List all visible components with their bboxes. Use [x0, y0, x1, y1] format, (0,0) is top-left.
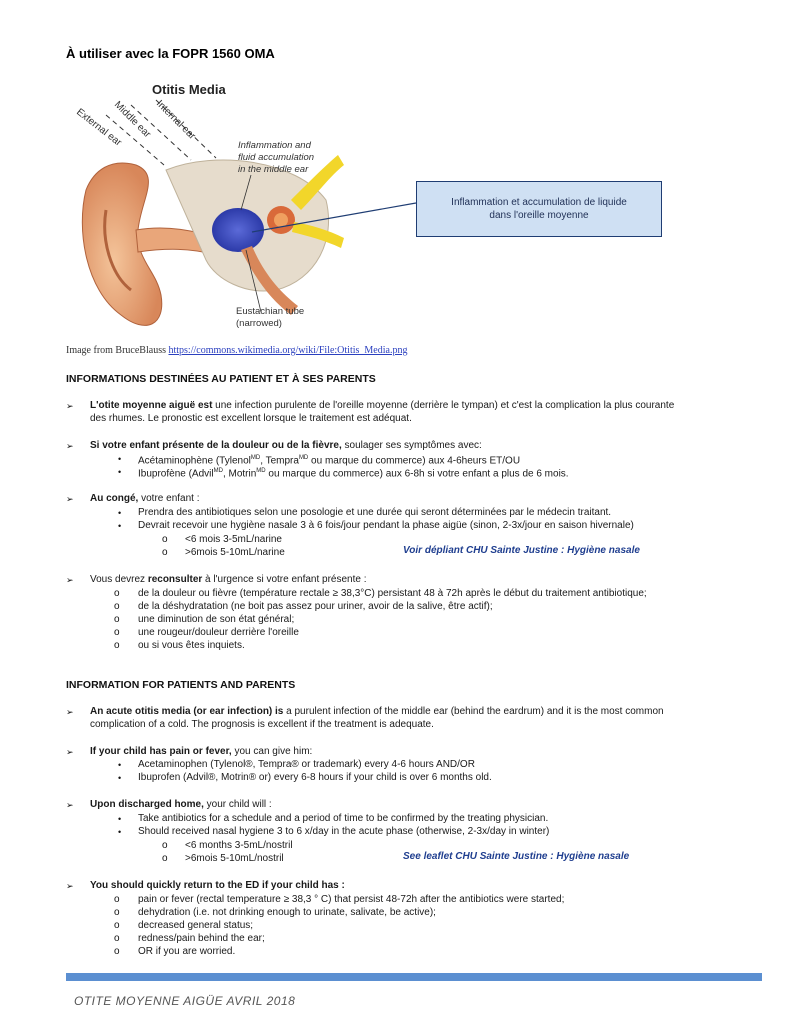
label-middle-ear: Middle ear: [111, 99, 153, 141]
en-p2-text: you can give him:: [231, 746, 313, 757]
fr-p4-text1: Vous devrez: [90, 574, 148, 585]
en-p1-text: a purulent infection of the middle ear (behind the eardrum) and it is the most common: [283, 706, 664, 717]
en-p4-item-1: pain or fever (rectal temperature ≥ 38,3 ° C) that persist 48-72h after the antibiotics were started;: [138, 894, 565, 905]
circle-bullet-icon: o: [114, 894, 120, 905]
footer-divider: [66, 973, 762, 981]
fr-item-text: , Motrin: [222, 468, 257, 480]
fr-p3-sub-1: <6 mois 3-5mL/narine: [185, 534, 282, 545]
circle-bullet-icon: o: [114, 588, 120, 599]
fr-para-3: [90, 492, 200, 505]
fr-para-2: [90, 439, 482, 452]
label-inflammation-1: Inflammation and: [238, 140, 311, 151]
en-p3-bold: Upon discharged home,: [90, 799, 204, 810]
circle-bullet-icon: o: [114, 907, 120, 918]
en-p4-bold: You should quickly return to the ED if your child has :: [90, 880, 345, 891]
en-p3-item-1: Take antibiotics for a schedule and a period of time to be confirmed by the treating physician.: [138, 813, 549, 824]
en-p4-item-4: redness/pain behind the ear;: [138, 933, 265, 944]
fr-sup: MD: [298, 455, 309, 461]
callout-line-2: dans l'oreille moyenne: [489, 210, 589, 221]
fr-p4-item-2: de la déshydratation (ne boit pas assez pour uriner, avoir de la salive, être actif);: [138, 601, 493, 612]
fr-para-4: [90, 573, 367, 586]
label-inflammation-3: in the middle ear: [238, 164, 309, 175]
en-p4-item-2: dehydration (i.e. not drinking enough to urinate, salivate, be active);: [138, 907, 436, 918]
en-p3-item-2: Should received nasal hygiene 3 to 6 x/day in the acute phase (otherwise, 2-3x/day in winter): [138, 826, 550, 837]
circle-bullet-icon: o: [114, 627, 120, 638]
fr-heading: INFORMATIONS DESTINÉES AU PATIENT ET À SES PARENTS: [66, 373, 376, 385]
page-title: À utiliser avec la FOPR 1560 OMA: [66, 46, 275, 61]
en-p2-bold: If your child has pain or fever,: [90, 746, 232, 757]
fr-p4-item-1: de la douleur ou fièvre (température rectale ≥ 38,3°C) persistant 48 à 72h après le début du traitement antibiotique;: [138, 588, 647, 599]
fr-p4-bold: reconsulter: [147, 574, 203, 585]
fr-p4-item-3: une diminution de son état général;: [138, 614, 295, 625]
callout-line-1: Inflammation et accumulation de liquide: [451, 197, 627, 208]
credit-text: Image from BruceBlauss: [66, 345, 169, 356]
label-external-ear: External ear: [74, 106, 124, 149]
en-p3-sub-2: >6mois 5-10mL/nostril: [185, 853, 284, 864]
fr-p4-item-5: ou si vous êtes inquiets.: [138, 640, 245, 651]
en-p4-item-3: decreased general status;: [138, 920, 254, 931]
en-p3-sub-1: <6 months 3-5mL/nostril: [185, 840, 293, 851]
bullet-icon: •: [118, 521, 122, 531]
fr-item-text: ou marque du commerce) aux 4-6heurs ET/OU: [308, 455, 521, 467]
fr-item-text: Acétaminophène (Tylenol: [138, 455, 251, 467]
arrow-icon: ➢: [66, 401, 74, 411]
arrow-icon: ➢: [66, 747, 74, 757]
bullet-icon: •: [118, 454, 122, 464]
fr-sup: MD: [256, 468, 266, 474]
credit-link[interactable]: https://commons.wikimedia.org/wiki/File:Otitis_Media.png: [168, 345, 408, 356]
circle-bullet-icon: o: [114, 601, 120, 612]
en-para-2: [90, 745, 312, 758]
fr-p2-text: soulager ses symptômes avec:: [341, 440, 482, 451]
circle-bullet-icon: o: [162, 534, 168, 545]
en-p3-text: your child will :: [203, 799, 272, 810]
fr-p1-text: une infection purulente de l'oreille moyenne (derrière le tympan) et c'est la complication la plus courante: [212, 400, 675, 411]
fr-p3-bold: Au congé,: [90, 493, 139, 504]
fr-leaflet-link[interactable]: Voir dépliant CHU Sainte Justine : Hygiène nasale: [403, 545, 640, 556]
label-eustachian-1: Eustachian tube: [236, 306, 305, 317]
en-p2-item-2: Ibuprofen (Advil®, Motrin® or) every 6-8 hours if your child is over 6 months old.: [138, 772, 492, 783]
bullet-icon: •: [118, 508, 122, 518]
arrow-icon: ➢: [66, 494, 74, 504]
en-heading: INFORMATION FOR PATIENTS AND PARENTS: [66, 679, 296, 691]
en-p2-item-1: Acetaminophen (Tylenol®, Tempra® or trademark) every 4-6 hours AND/OR: [138, 759, 475, 770]
fr-para-1: [90, 399, 770, 425]
arrow-icon: ➢: [66, 881, 74, 891]
ear-illustration: [66, 80, 346, 342]
figure-title: Otitis Media: [152, 82, 226, 97]
fr-p3-sub-2: >6mois 5-10mL/narine: [185, 547, 285, 558]
circle-bullet-icon: o: [162, 840, 168, 851]
fr-p1-bold: L'otite moyenne aiguë est: [90, 400, 213, 411]
bullet-icon: •: [118, 773, 122, 783]
fr-item-text: Ibuprofène (Advil: [138, 468, 214, 480]
circle-bullet-icon: o: [114, 920, 120, 931]
footer-text: OTITE MOYENNE AIGÜE AVRIL 2018: [74, 994, 296, 1008]
bullet-icon: •: [118, 467, 122, 477]
en-p4-item-5: OR if you are worried.: [138, 946, 236, 957]
arrow-icon: ➢: [66, 441, 74, 451]
circle-bullet-icon: o: [114, 640, 120, 651]
fr-p3-text: votre enfant :: [138, 493, 200, 504]
circle-bullet-icon: o: [114, 614, 120, 625]
circle-bullet-icon: o: [162, 547, 168, 558]
en-para-1: [90, 705, 770, 731]
en-para-3: [90, 798, 272, 811]
circle-bullet-icon: o: [114, 946, 120, 957]
image-credit: [66, 345, 407, 356]
bullet-icon: •: [118, 814, 122, 824]
fr-p3-item-2: Devrait recevoir une hygiène nasale 3 à 6 fois/jour pendant la phase aigüe (sinon, 2-3x/jour en saison hivernale): [138, 520, 634, 531]
fr-p1-text2: des rhumes. Le pronostic est excellent lorsque le traitement est adéquat.: [90, 413, 412, 424]
fr-p4-text2: à l'urgence si votre enfant présente :: [202, 574, 367, 585]
fr-item-text: ou marque du commerce) aux 6-8h si votre enfant a plus de 6 mois.: [265, 468, 569, 480]
fr-p3-item-1: Prendra des antibiotiques selon une posologie et une durée qui seront déterminées par le médecin traitant.: [138, 507, 612, 518]
fr-item-text: , Tempra: [260, 455, 299, 467]
arrow-icon: ➢: [66, 575, 74, 585]
en-leaflet-link[interactable]: See leaflet CHU Sainte Justine : Hygiène nasale: [403, 851, 630, 862]
fr-p2-item-2: [138, 465, 569, 480]
bullet-icon: •: [118, 760, 122, 770]
fr-sup: MD: [213, 468, 223, 474]
en-p1-bold: An acute otitis media (or ear infection) is: [90, 706, 284, 717]
fr-p2-bold: Si votre enfant présente de la douleur ou de la fièvre,: [90, 440, 342, 451]
label-internal-ear: Internal ear: [153, 98, 198, 142]
en-p1-text2: complication of a cold. The prognosis is excellent if the treatment is adequate.: [90, 719, 434, 730]
label-inflammation-2: fluid accumulation: [238, 152, 315, 163]
circle-bullet-icon: o: [114, 933, 120, 944]
arrow-icon: ➢: [66, 707, 74, 717]
bullet-icon: •: [118, 827, 122, 837]
label-eustachian-2: (narrowed): [236, 318, 282, 329]
callout-box: [416, 181, 662, 237]
fr-p4-item-4: une rougeur/douleur derrière l'oreille: [138, 627, 299, 638]
fr-sup: MD: [250, 455, 261, 461]
circle-bullet-icon: o: [162, 853, 168, 864]
arrow-icon: ➢: [66, 800, 74, 810]
